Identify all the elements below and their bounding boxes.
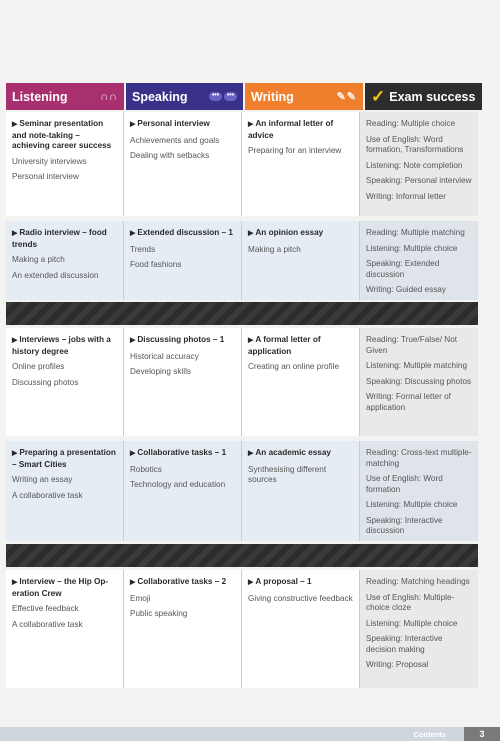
speaking-cell [124, 570, 242, 688]
pencil-icon: ✎✎ [336, 91, 357, 103]
header-exam-success [365, 83, 482, 110]
writing-title: A proposal – 1 [255, 577, 312, 586]
unit-row-5 [6, 570, 478, 688]
listening-cell [6, 328, 124, 436]
exam-item: Listening: Note completion [366, 160, 463, 170]
exam-item: Writing: Guided essay [366, 285, 446, 294]
writing-title: An opinion essay [255, 228, 324, 237]
arrow-icon: ▶ [248, 337, 254, 344]
arrow-icon: ▶ [12, 230, 18, 237]
arrow-icon: ▶ [130, 121, 136, 128]
unit-row-4 [6, 441, 478, 541]
speaking-title: Collaborative tasks – 1 [137, 448, 227, 457]
writing-cell [242, 221, 360, 300]
section-divider-band [6, 302, 478, 325]
writing-item: Synthesising different sources [248, 464, 327, 484]
speaking-item: Trends [130, 244, 156, 254]
speaking-item: Robotics [130, 464, 162, 474]
writing-item: Creating an online profile [248, 362, 340, 371]
speaking-cell [124, 112, 242, 216]
exam-item: Listening: Multiple choice [366, 618, 458, 628]
arrow-icon: ▶ [12, 579, 18, 586]
speaking-cell [124, 441, 242, 541]
listening-item: A collaborative task [12, 490, 83, 500]
listening-title: Interviews – jobs with a history degree [12, 335, 111, 356]
exam-item: Listening: Multiple choice [366, 243, 458, 253]
unit-row-2 [6, 221, 478, 300]
speaking-item: Achievements and goals [130, 135, 220, 145]
listening-item: An extended discussion [12, 270, 99, 280]
arrow-icon: ▶ [130, 450, 136, 457]
exam-cell [360, 441, 478, 541]
speaking-title: Collaborative tasks – 2 [137, 577, 227, 586]
speech-bubbles-icon: ••• ••• [209, 92, 237, 101]
writing-item: Preparing for an interview [248, 146, 342, 155]
speaking-item: Technology and education [130, 480, 226, 489]
listening-item: A collaborative task [12, 619, 83, 629]
writing-title: An academic essay [255, 448, 331, 457]
writing-item: Giving constructive feedback [248, 593, 353, 603]
exam-item: Writing: Formal letter of application [366, 392, 451, 412]
header-writing [245, 83, 363, 110]
header-writing-label: Writing [251, 89, 294, 104]
exam-item: Reading: Multiple matching [366, 228, 465, 237]
exam-item: Listening: Multiple choice [366, 500, 458, 509]
arrow-icon: ▶ [248, 450, 254, 457]
writing-cell [242, 112, 360, 216]
listening-item: Online profiles [12, 362, 65, 371]
listening-title: Radio interview – food trends [12, 228, 107, 249]
listening-cell [6, 570, 124, 688]
writing-title: An informal letter of advice [248, 119, 334, 140]
header-speaking [126, 83, 243, 110]
writing-title: A formal letter of application [248, 335, 321, 356]
page-number: 3 [464, 727, 500, 741]
exam-item: Listening: Multiple matching [366, 361, 468, 370]
listening-cell [6, 441, 124, 541]
speaking-item: Emoji [130, 593, 151, 603]
arrow-icon: ▶ [130, 230, 136, 237]
exam-cell [360, 570, 478, 688]
writing-cell [242, 570, 360, 688]
exam-item: Use of English: Multiple-choice cloze [366, 592, 455, 612]
writing-cell [242, 441, 360, 541]
arrow-icon: ▶ [130, 337, 136, 344]
listening-item: Effective feedback [12, 604, 79, 613]
arrow-icon: ▶ [130, 579, 136, 586]
exam-item: Reading: True/False/ Not Given [366, 335, 458, 355]
exam-item: Reading: Cross-text multiple-matching [366, 448, 472, 468]
header-listening-label: Listening [12, 89, 68, 104]
arrow-icon: ▶ [12, 121, 18, 128]
exam-item: Use of English: Word formation, Transformations [366, 134, 464, 154]
arrow-icon: ▶ [12, 450, 18, 457]
listening-item: Writing an essay [12, 475, 73, 484]
speaking-title: Discussing photos – 1 [137, 335, 225, 344]
exam-cell [360, 112, 478, 216]
exam-item: Speaking: Discussing photos [366, 376, 472, 386]
speaking-item: Developing skills [130, 367, 191, 376]
exam-item: Reading: Matching headings [366, 577, 470, 586]
speaking-item: Food fashions [130, 260, 182, 269]
speaking-cell [124, 328, 242, 436]
speaking-cell [124, 221, 242, 300]
exam-item: Speaking: Extended discussion [366, 259, 440, 279]
exam-item: Writing: Informal letter [366, 191, 446, 201]
speaking-title: Personal interview [137, 119, 210, 128]
speaking-item: Historical accuracy [130, 351, 199, 361]
footer-contents-label: Contents [413, 729, 446, 739]
listening-cell [6, 221, 124, 300]
header-exam-label: Exam success [389, 89, 476, 104]
listening-item: Personal interview [12, 172, 79, 181]
exam-cell [360, 221, 478, 300]
exam-item: Speaking: Interactive decision making [366, 634, 443, 654]
exam-item: Speaking: Personal interview [366, 176, 472, 185]
exam-item: Writing: Proposal [366, 660, 429, 669]
listening-item: Discussing photos [12, 377, 79, 387]
speaking-item: Public speaking [130, 609, 188, 618]
checkmark-icon: ✓ [371, 86, 386, 106]
exam-item: Use of English: Word formation [366, 474, 443, 494]
listening-cell [6, 112, 124, 216]
page-footer [0, 727, 500, 741]
arrow-icon: ▶ [248, 579, 254, 586]
exam-item: Reading: Multiple choice [366, 119, 456, 128]
listening-item: University interviews [12, 156, 87, 166]
header-speaking-label: Speaking [132, 89, 188, 104]
column-header-bar [6, 83, 482, 110]
speaking-title: Extended discussion – 1 [137, 228, 233, 237]
writing-cell [242, 328, 360, 436]
speaking-item: Dealing with setbacks [130, 151, 210, 160]
header-listening [6, 83, 124, 110]
arrow-icon: ▶ [12, 337, 18, 344]
arrow-icon: ▶ [248, 121, 254, 128]
exam-item: Speaking: Interactive discussion [366, 515, 443, 535]
unit-row-1 [6, 112, 478, 216]
exam-cell [360, 328, 478, 436]
writing-item: Making a pitch [248, 244, 301, 254]
listening-title: Preparing a presentation – Smart Cities [12, 448, 116, 469]
unit-row-3 [6, 328, 478, 436]
headphones-icon: ∩∩ [100, 90, 118, 103]
listening-item: Making a pitch [12, 255, 65, 264]
listening-title: Interview – the Hip Op-eration Crew [12, 577, 109, 598]
listening-title: Seminar presentation and note-taking – achieving career success [12, 119, 112, 150]
section-divider-band [6, 544, 478, 567]
arrow-icon: ▶ [248, 230, 254, 237]
